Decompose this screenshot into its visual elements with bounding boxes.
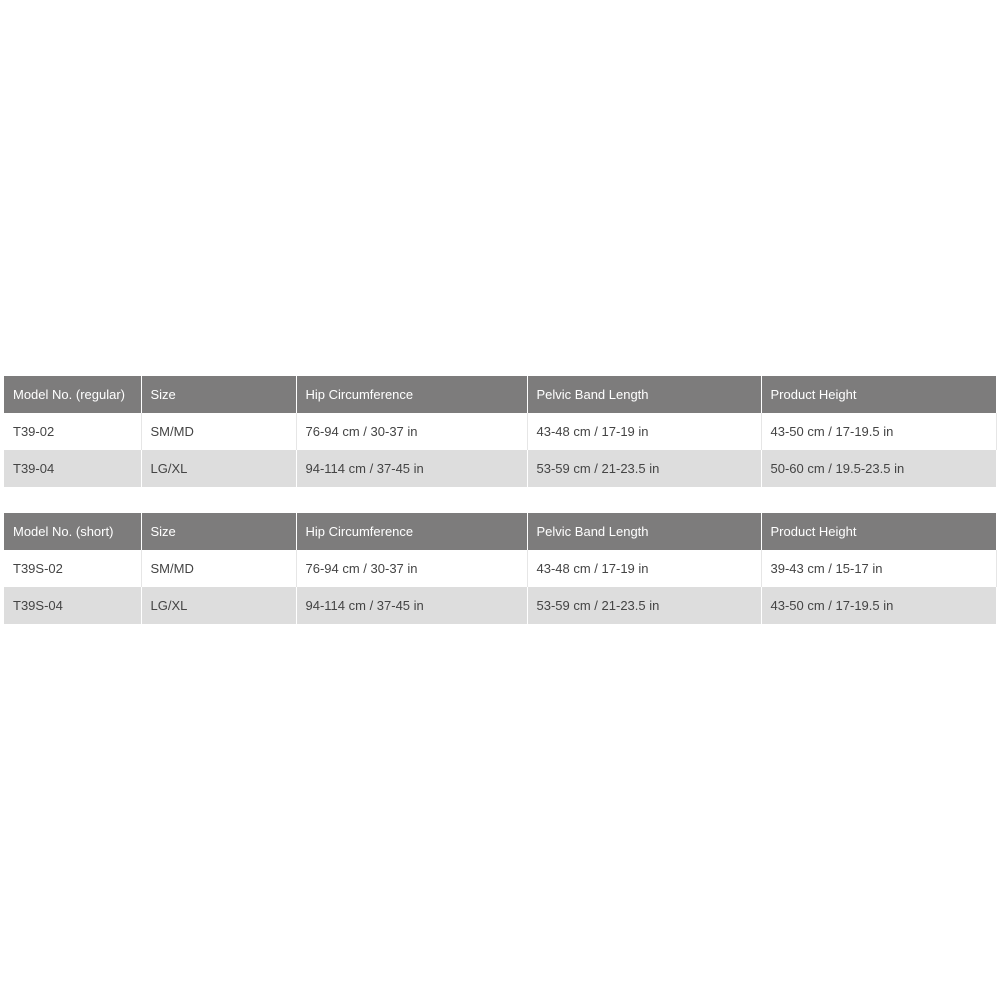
- cell-hip-circumference: 94-114 cm / 37-45 in: [296, 587, 527, 624]
- size-table-regular: [4, 376, 997, 487]
- table-row: [4, 550, 996, 587]
- cell-pelvic-band-length: 43-48 cm / 17-19 in: [527, 413, 761, 450]
- column-header-product-height: Product Height: [770, 387, 857, 402]
- cell-pelvic-band-length: 53-59 cm / 21-23.5 in: [527, 450, 761, 487]
- cell-model: T39-04: [4, 450, 141, 487]
- column-header-pelvic-band-length: Pelvic Band Length: [527, 376, 761, 413]
- column-header-hip-circumference: Hip Circumference: [296, 513, 527, 550]
- table-header-row: [4, 376, 996, 413]
- cell-pelvic-band-length: 43-48 cm / 17-19 in: [527, 550, 761, 587]
- table-row: [4, 587, 996, 624]
- column-header-hip-circumference: Hip Circumference: [296, 376, 527, 413]
- cell-product-height: 43-50 cm / 17-19.5 in: [761, 413, 996, 450]
- cell-product-height: 43-50 cm / 17-19.5 in: [770, 598, 894, 613]
- cell-pelvic-band-length: 53-59 cm / 21-23.5 in: [527, 587, 761, 624]
- column-header-product-height: Product Height: [770, 524, 857, 539]
- column-header-size: Size: [141, 376, 296, 413]
- table-row: [4, 450, 996, 487]
- column-header-model: Model No. (regular): [4, 376, 141, 413]
- size-table-short: [4, 513, 997, 624]
- table-header-row: [4, 513, 996, 550]
- cell-model: T39S-02: [4, 550, 141, 587]
- cell-size: SM/MD: [141, 550, 296, 587]
- cell-product-height: 50-60 cm / 19.5-23.5 in: [770, 461, 905, 476]
- cell-product-height: 39-43 cm / 15-17 in: [761, 550, 996, 587]
- cell-model: T39S-04: [4, 587, 141, 624]
- column-header-model: Model No. (short): [4, 513, 141, 550]
- cell-hip-circumference: 94-114 cm / 37-45 in: [296, 450, 527, 487]
- table-row: [4, 413, 996, 450]
- cell-size: LG/XL: [141, 587, 296, 624]
- cell-hip-circumference: 76-94 cm / 30-37 in: [296, 550, 527, 587]
- column-header-size: Size: [141, 513, 296, 550]
- cell-model: T39-02: [4, 413, 141, 450]
- cell-size: SM/MD: [141, 413, 296, 450]
- cell-hip-circumference: 76-94 cm / 30-37 in: [296, 413, 527, 450]
- column-header-pelvic-band-length: Pelvic Band Length: [527, 513, 761, 550]
- cell-size: LG/XL: [141, 450, 296, 487]
